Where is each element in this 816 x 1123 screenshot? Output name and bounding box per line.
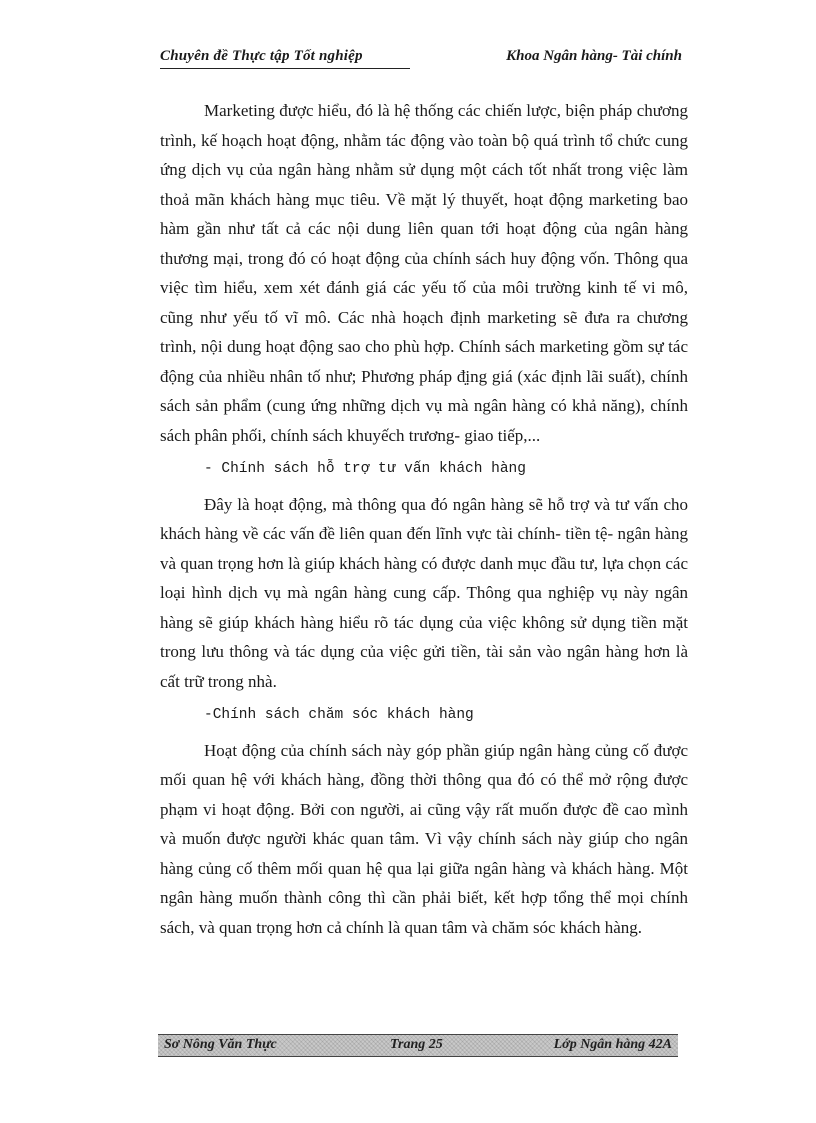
- page-footer: [158, 1034, 678, 1057]
- page-header: [160, 48, 688, 74]
- header-document-title: Chuyên đề Thực tập Tốt nghiệp: [160, 48, 410, 69]
- subheading-advisory-policy: - Chính sách hỗ trợ tư vấn khách hàng: [204, 461, 526, 477]
- footer-class: Lớp Ngân hàng 42A: [553, 1037, 672, 1052]
- footer-author: Sơ Nông Văn Thực: [164, 1037, 277, 1052]
- paragraph-customer-care: Hoạt động của chính sách này góp phần giúp ngân hàng củng cố được mối quan hệ với khách hàng, đồng thời thông qua đó có thể mở rộng được phạm vi hoạt động. Bởi con người, ai cũng vậy rất muốn được đề cao mình và muốn được người khác quan tâm. Vì vậy chính sách này giúp cho ngân hàng củng cố thêm mối quan hệ qua lại giữa ngân hàng và khách hàng. Một ngân hàng muốn thành công thì cần phải biết, kết hợp tổng thể mọi chính sách, và quan trọng hơn cả chính là quan tâm và chăm sóc khách hàng.: [160, 740, 688, 937]
- document-body: [160, 96, 688, 942]
- subheading-customer-care-policy: -Chính sách chăm sóc khách hàng: [204, 707, 474, 723]
- paragraph-advisory: Đây là hoạt động, mà thông qua đó ngân hàng sẽ hỗ trợ và tư vấn cho khách hàng về các vấn đề liên quan đến lĩnh vực tài chính- tiền tệ- ngân hàng và quan trọng hơn là giúp khách hàng có được danh mục đầu tư, lựa chọn các loại hình dịch vụ mà ngân hàng cung cấp. Thông qua nghiệp vụ này ngân hàng sẽ giúp khách hàng hiểu rõ tác dụng của việc không sử dụng tiền mặt trong lưu thông và tác dụng của việc gửi tiền, tài sản vào ngân hàng hơn là cất trữ trong nhà.: [160, 494, 688, 691]
- header-faculty: Khoa Ngân hàng- Tài chính: [506, 48, 682, 64]
- footer-page-number: Trang 25: [390, 1037, 443, 1052]
- paragraph-marketing: Marketing được hiểu, đó là hệ thống các chiến lược, biện pháp chương trình, kế hoạch hoạt động, nhằm tác động vào toàn bộ quá trình tổ chức cung ứng dịch vụ của ngân hàng nhằm sử dụng một cách tốt nhất trong việc làm thoả mãn khách hàng mục tiêu. Về mặt lý thuyết, hoạt động marketing bao hàm gần như tất cả các nội dung liên quan tới hoạt động của ngân hàng thương mại, trong đó có hoạt động của chính sách huy động vốn. Thông qua việc tìm hiểu, xem xét đánh giá các yếu tố của môi trường kinh tế vi mô, cũng như yếu tố vĩ mô. Các nhà hoạch định marketing sẽ đưa ra chương trình, nội dung hoạt động sao cho phù hợp. Chính sách marketing gồm sự tác động của nhiều nhân tố như; Phương pháp đ̣ịng giá (xác định lãi suất), chính sách sản phẩm (cung ứng những dịch vụ mà ngân hàng có khả năng), chính sách phân phối, chính sách khuyếch trương- giao tiếp,...: [160, 101, 688, 445]
